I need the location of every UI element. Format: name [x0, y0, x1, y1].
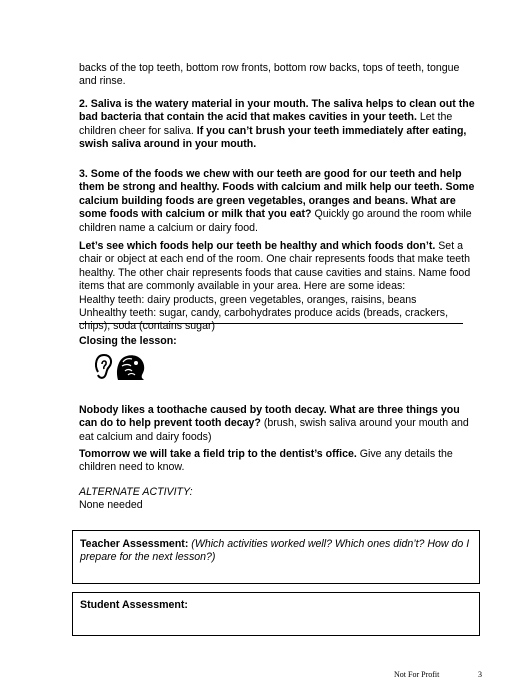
alternate-activity-label: ALTERNATE ACTIVITY:	[79, 486, 193, 498]
toothache-answer-text: (brush, swish saliva around your mouth and eat calcium and dairy foods)	[79, 417, 469, 443]
foods-bold-text: 3. Some of the foods we chew with our teeth are good for our teeth and help them be strong and healthy. Foods with calcium and milk help our teeth. Some calcium building foods are green vegetables, oranges and beans. What are some foods with calcium or milk that you eat?	[79, 168, 475, 221]
toothache-paragraph	[79, 404, 475, 444]
saliva-bold-text: 2. Saliva is the watery material in your mouth. The saliva helps to clean out the bad bacteria that contain the acid that makes cavities in your teeth.	[79, 98, 475, 124]
game-instruction-text: Set a chair or object at each end of the room. One chair represents foods that make teeth healthy. The other chair represents foods that cause cavities and stains. Name food items that are commonly available in your area. Here are some ideas:	[79, 240, 471, 293]
head-thinking-icon	[117, 355, 144, 380]
section-divider	[79, 323, 463, 324]
teacher-assessment-box	[72, 530, 480, 584]
teacher-assessment-text	[80, 538, 473, 565]
closing-heading: Closing the lesson:	[79, 335, 177, 347]
student-assessment-label: Student Assessment:	[80, 599, 188, 611]
saliva-paragraph	[79, 98, 475, 152]
fieldtrip-bold-text: Tomorrow we will take a field trip to the dentist’s office.	[79, 448, 357, 460]
student-assessment-box	[72, 592, 480, 636]
alternate-activity	[79, 486, 475, 513]
ear-icon	[96, 355, 111, 378]
intro-text: backs of the top teeth, bottom row fronts, bottom row backs, tops of teeth, tongue and rinse.	[79, 62, 460, 88]
unhealthy-teeth-line: Unhealthy teeth: sugar, candy, carbohydrates produce acids (breads, crackers, chips), soda (contains sugar)	[79, 307, 449, 333]
game-bold-text: Let’s see which foods help our teeth be healthy and which foods don’t.	[79, 240, 436, 252]
foods-instruction-text: Quickly go around the room while children name a calcium or dairy food.	[79, 208, 472, 234]
alternate-activity-value: None needed	[79, 499, 143, 512]
closing-icons-svg	[92, 352, 152, 382]
fieldtrip-details-text: Give any details the children need to know.	[79, 448, 453, 474]
healthy-teeth-line: Healthy teeth: dairy products, green vegetables, oranges, raisins, beans	[79, 293, 417, 306]
foods-paragraph	[79, 168, 475, 235]
footer-note: Not For Profit	[394, 670, 440, 679]
teacher-assessment-prompt: (Which activities worked well? Which ones didn’t? How do I prepare for the next lesson?)	[80, 538, 470, 564]
fieldtrip-paragraph	[79, 448, 475, 475]
toothache-bold-text: Nobody likes a toothache caused by tooth decay. What are three things you can do to help prevent tooth decay?	[79, 404, 460, 430]
teacher-assessment-label: Teacher Assessment:	[80, 538, 189, 550]
page-number: 3	[478, 670, 482, 679]
saliva-swish-text: If you can’t brush your teeth immediately after eating, swish saliva around in your mouth.	[79, 124, 467, 151]
game-paragraph	[79, 240, 475, 334]
saliva-cheer-text: Let the children cheer for saliva.	[79, 111, 453, 137]
closing-icons	[92, 352, 152, 382]
